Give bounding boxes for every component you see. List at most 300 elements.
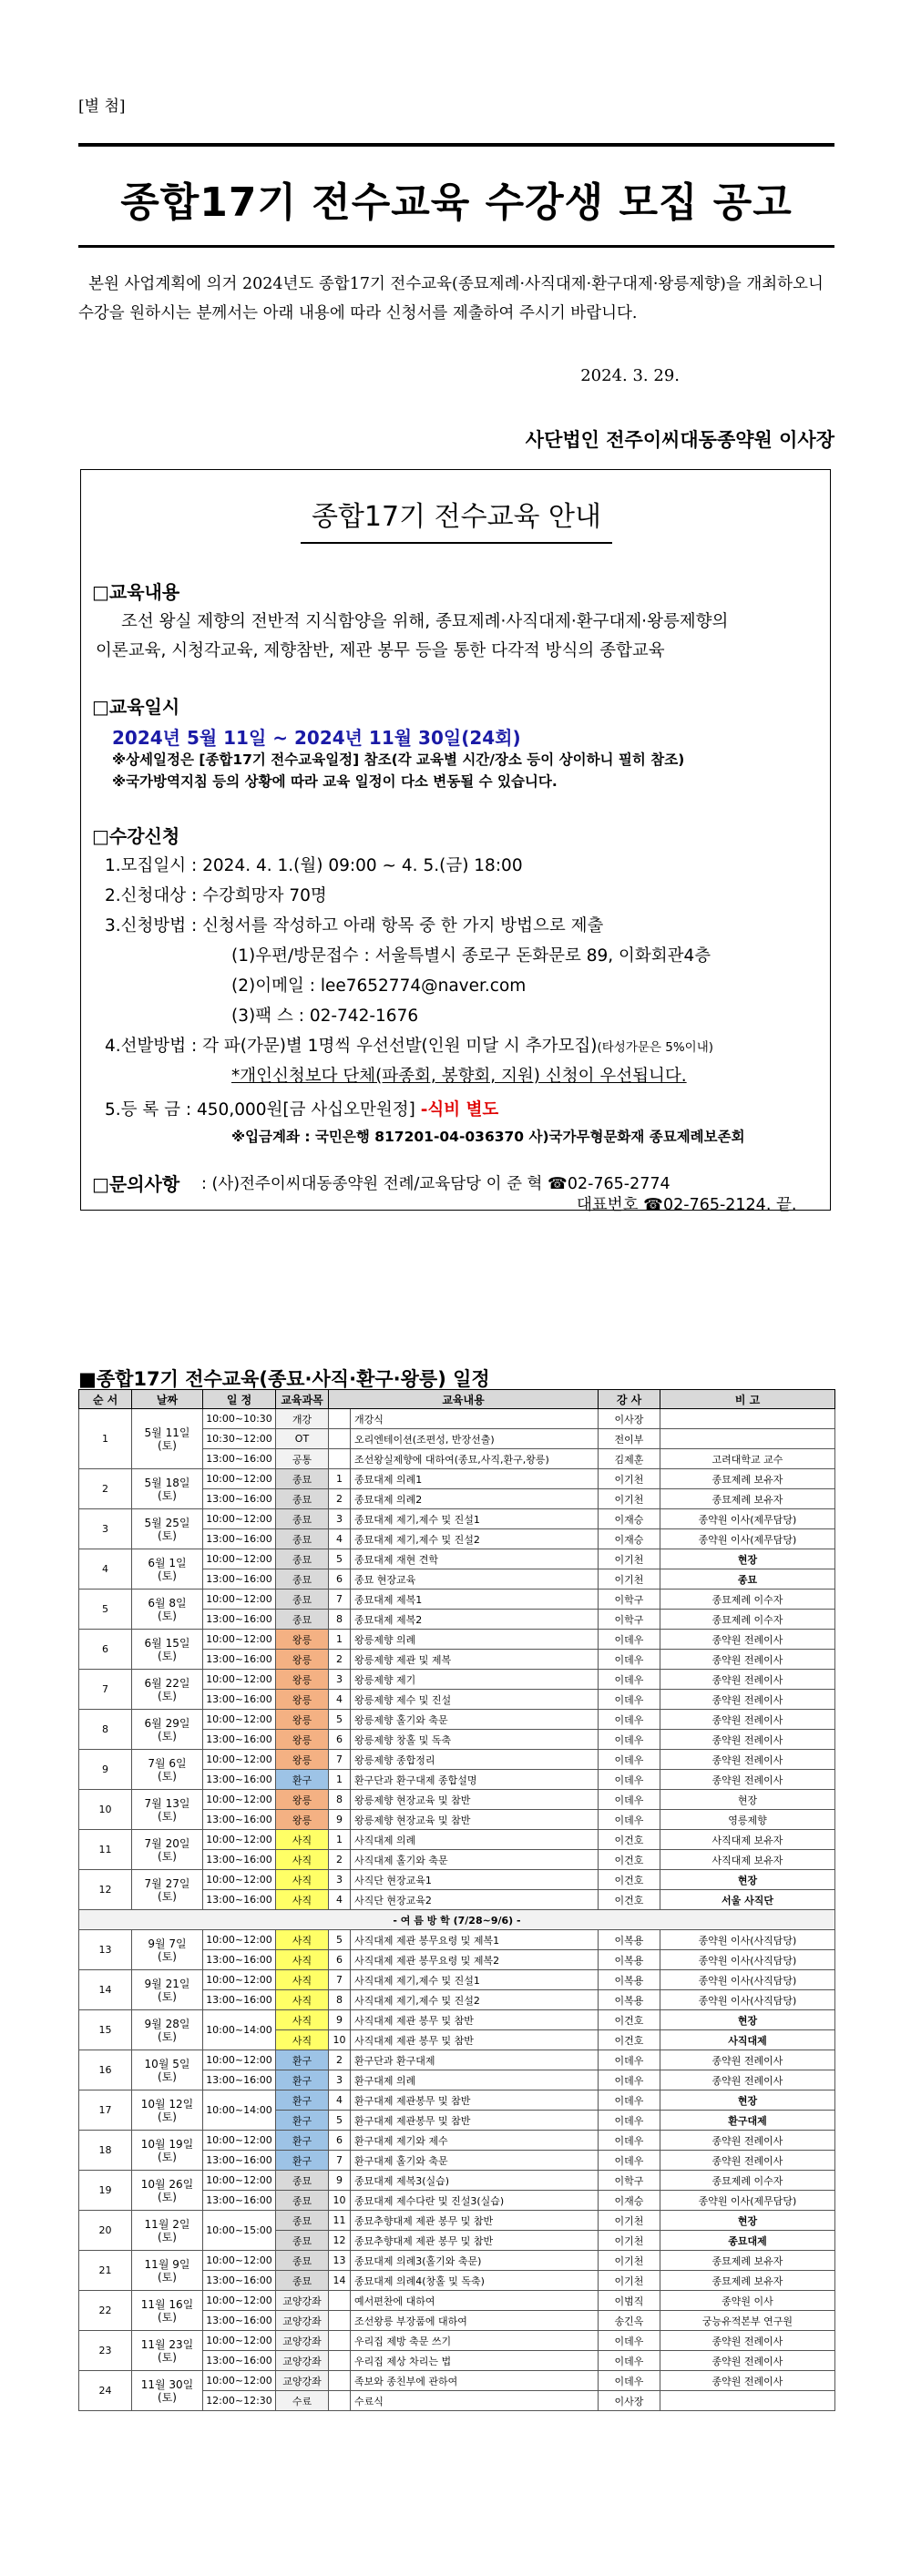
header-no: 순 서 xyxy=(79,1390,132,1409)
lecturer: 이학구 xyxy=(599,1590,660,1610)
subject-cell: 종묘 xyxy=(276,2231,329,2251)
note xyxy=(660,1409,835,1429)
lesson-content: 왕릉제향 제수 및 진설 xyxy=(351,1690,599,1710)
note xyxy=(660,2391,835,2411)
subject-cell: 왕릉 xyxy=(276,1750,329,1770)
session-day-text: (토) xyxy=(158,2270,177,2284)
session-date xyxy=(132,2211,203,2251)
lesson-content: 조선왕릉 부장품에 대하여 xyxy=(351,2311,599,2331)
session-date xyxy=(132,2131,203,2171)
lecturer: 이데우 xyxy=(599,1630,660,1650)
session-date xyxy=(132,1750,203,1790)
lesson-number: 8 xyxy=(329,1610,351,1630)
lesson-content: 사직대제 홀기와 축문 xyxy=(351,1850,599,1870)
lecturer: 이복용 xyxy=(599,1930,660,1950)
subject-cell: 교양강좌 xyxy=(276,2291,329,2311)
note: 종묘제례 보유자 xyxy=(660,2271,835,2291)
summer-break-row xyxy=(79,1910,835,1930)
subject-cell: 사직 xyxy=(276,1930,329,1950)
subject-cell: 왕릉 xyxy=(276,1810,329,1830)
subject-cell: 환구 xyxy=(276,2111,329,2131)
session-date-text: 5월 18일 xyxy=(144,1476,190,1489)
note: 고려대학교 교수 xyxy=(660,1449,835,1469)
subject-cell: 사직 xyxy=(276,1990,329,2010)
table-row xyxy=(79,1509,835,1529)
session-date xyxy=(132,2291,203,2331)
subject-cell: 환구 xyxy=(276,2131,329,2151)
note: 종묘제례 보유자 xyxy=(660,1489,835,1509)
lesson-content: 환구단과 환구대제 xyxy=(351,2050,599,2070)
session-time: 10:00~12:00 xyxy=(203,2251,276,2271)
lesson-number xyxy=(329,2291,351,2311)
lesson-number: 6 xyxy=(329,2131,351,2151)
session-date xyxy=(132,1930,203,1970)
table-row xyxy=(79,2131,835,2151)
table-row xyxy=(79,1469,835,1489)
lesson-content: 사직대제 제관 봉무요령 및 제복1 xyxy=(351,1930,599,1950)
note: 현장 xyxy=(660,2211,835,2231)
session-time: 12:00~12:30 xyxy=(203,2391,276,2411)
session-day-text: (토) xyxy=(158,2029,177,2043)
session-day-text: (토) xyxy=(158,1849,177,1863)
session-date xyxy=(132,1469,203,1509)
lesson-number: 9 xyxy=(329,2010,351,2030)
lecturer: 이재승 xyxy=(599,1509,660,1529)
lesson-content: 왕릉제향 종합정리 xyxy=(351,1750,599,1770)
session-number: 5 xyxy=(79,1590,132,1630)
session-time: 10:00~10:30 xyxy=(203,1409,276,1429)
lecturer: 이기천 xyxy=(599,2211,660,2231)
content-line-2: 이론교육, 시청각교육, 제향참반, 제관 봉무 등을 통한 다각적 방식의 종합교육 xyxy=(96,641,665,660)
lesson-number: 9 xyxy=(329,2171,351,2191)
header-note: 비 고 xyxy=(660,1390,835,1409)
subject-cell: 종묘 xyxy=(276,2191,329,2211)
session-time: 13:00~16:00 xyxy=(203,2070,276,2090)
session-time: 10:00~12:00 xyxy=(203,1750,276,1770)
session-date-text: 10월 26일 xyxy=(140,2177,194,2191)
lesson-content: 종묘대제 제복2 xyxy=(351,1610,599,1630)
lesson-content: 왕릉제향 홀기와 축문 xyxy=(351,1710,599,1730)
lesson-number: 7 xyxy=(329,1750,351,1770)
lesson-content: 오리엔테이션(조편성, 반장선출) xyxy=(351,1429,599,1449)
lecturer: 이복용 xyxy=(599,1970,660,1990)
lecturer: 이기천 xyxy=(599,1569,660,1590)
session-date xyxy=(132,1870,203,1910)
session-date xyxy=(132,2090,203,2131)
lecturer: 이데우 xyxy=(599,1690,660,1710)
session-time: 10:30~12:00 xyxy=(203,1429,276,1449)
session-number: 14 xyxy=(79,1970,132,2010)
period-heading: □교육일시 xyxy=(92,696,180,718)
session-time: 10:00~14:00 xyxy=(203,2010,276,2050)
apply-heading: □수강신청 xyxy=(92,825,180,847)
lecturer: 이데우 xyxy=(599,2151,660,2171)
subject-cell: 사직 xyxy=(276,2010,329,2030)
note: 종약원 전례이사 xyxy=(660,2331,835,2351)
note: 현장 xyxy=(660,2010,835,2030)
session-time: 10:00~12:00 xyxy=(203,2131,276,2151)
lecturer: 이데우 xyxy=(599,1750,660,1770)
lesson-number: 6 xyxy=(329,1950,351,1970)
lesson-number: 4 xyxy=(329,2090,351,2111)
note: 종묘제례 이수자 xyxy=(660,1590,835,1610)
intro-paragraph xyxy=(78,270,834,328)
header-date: 날짜 xyxy=(132,1390,203,1409)
lecturer: 이건호 xyxy=(599,1890,660,1910)
lesson-content: 사직단 현장교육2 xyxy=(351,1890,599,1910)
session-date xyxy=(132,1630,203,1670)
session-date-text: 6월 15일 xyxy=(144,1636,190,1650)
lesson-number: 4 xyxy=(329,1890,351,1910)
lecturer: 이건호 xyxy=(599,1830,660,1850)
lesson-number: 7 xyxy=(329,1970,351,1990)
lecturer: 이기천 xyxy=(599,2271,660,2291)
session-date-text: 5월 25일 xyxy=(144,1516,190,1529)
session-number: 18 xyxy=(79,2131,132,2171)
session-day-text: (토) xyxy=(158,1769,177,1783)
lecturer: 이기천 xyxy=(599,2231,660,2251)
lesson-number: 5 xyxy=(329,1710,351,1730)
table-row xyxy=(79,2171,835,2191)
lesson-content: 종묘대제 제기,제수 및 진설1 xyxy=(351,1509,599,1529)
lecturer: 이데우 xyxy=(599,1810,660,1830)
lecturer: 이데우 xyxy=(599,1770,660,1790)
table-row xyxy=(79,1549,835,1569)
table-row xyxy=(79,2010,835,2030)
document-title: 종합17기 전수교육 수강생 모집 공고 xyxy=(120,179,793,226)
session-date-text: 6월 1일 xyxy=(148,1556,187,1569)
note: 사직대제 보유자 xyxy=(660,1830,835,1850)
lesson-number: 1 xyxy=(329,1630,351,1650)
note: 종약원 이사(제무담당) xyxy=(660,1509,835,1529)
session-day-text: (토) xyxy=(158,2190,177,2203)
lesson-content: 환구대제 홀기와 축문 xyxy=(351,2151,599,2171)
subject-cell: 왕릉 xyxy=(276,1690,329,1710)
subject-cell: 사직 xyxy=(276,1870,329,1890)
lesson-content: 종묘추향대제 제관 봉무 및 참반 xyxy=(351,2231,599,2251)
session-date xyxy=(132,2331,203,2371)
subject-cell: 교양강좌 xyxy=(276,2311,329,2331)
table-row xyxy=(79,1790,835,1810)
session-number: 17 xyxy=(79,2090,132,2131)
session-day-text: (토) xyxy=(158,1609,177,1622)
apply-item-5 xyxy=(105,1097,498,1120)
session-time: 10:00~12:00 xyxy=(203,1830,276,1850)
session-date-text: 11월 23일 xyxy=(140,2337,194,2351)
note: 종묘제례 이수자 xyxy=(660,2171,835,2191)
table-row xyxy=(79,2211,835,2231)
note: 서울 사직단 xyxy=(660,1890,835,1910)
session-day-text: (토) xyxy=(158,1689,177,1702)
subject-cell: 종묘 xyxy=(276,1469,329,1489)
subject-cell: 종묘 xyxy=(276,1610,329,1630)
session-time: 13:00~16:00 xyxy=(203,1810,276,1830)
lesson-number: 14 xyxy=(329,2271,351,2291)
session-day-text: (토) xyxy=(158,1949,177,1963)
session-date xyxy=(132,1549,203,1590)
lesson-number xyxy=(329,2331,351,2351)
session-date-text: 6월 8일 xyxy=(148,1596,187,1610)
lecturer: 이건호 xyxy=(599,2010,660,2030)
lesson-content: 종묘대제 의례3(홀기와 축문) xyxy=(351,2251,599,2271)
session-time: 10:00~12:00 xyxy=(203,2371,276,2391)
session-time: 10:00~12:00 xyxy=(203,1790,276,1810)
lesson-number: 8 xyxy=(329,1790,351,1810)
session-time: 13:00~16:00 xyxy=(203,1449,276,1469)
apply-item-1: 1.모집일시 : 2024. 4. 1.(월) 09:00 ~ 4. 5.(금) 18:00 xyxy=(105,856,523,875)
subject-cell: 환구 xyxy=(276,1770,329,1790)
apply-item-3b: (2)이메일 : lee7652774@naver.com xyxy=(231,976,527,996)
table-row xyxy=(79,2371,835,2391)
lesson-number: 4 xyxy=(329,1529,351,1549)
session-day-text: (토) xyxy=(158,2150,177,2163)
lecturer: 이범직 xyxy=(599,2291,660,2311)
note: 종묘제례 이수자 xyxy=(660,1610,835,1630)
lecturer: 전이부 xyxy=(599,1429,660,1449)
lesson-number xyxy=(329,2391,351,2411)
session-time: 13:00~16:00 xyxy=(203,2191,276,2211)
note: 종약원 전례이사 xyxy=(660,2351,835,2371)
subject-cell: OT xyxy=(276,1429,329,1449)
lesson-content: 왕릉제향 제관 및 제복 xyxy=(351,1650,599,1670)
table-row xyxy=(79,1830,835,1850)
note: 궁능유적본부 연구원 xyxy=(660,2311,835,2331)
lesson-content: 종묘대제 제기,제수 및 진설2 xyxy=(351,1529,599,1549)
header-content: 교육내용 xyxy=(329,1390,599,1409)
subject-cell: 종묘 xyxy=(276,2271,329,2291)
session-date xyxy=(132,2251,203,2291)
lesson-content: 사직대제 제기,제수 및 진설2 xyxy=(351,1990,599,2010)
subject-cell: 종묘 xyxy=(276,1489,329,1509)
note: 사직대제 xyxy=(660,2030,835,2050)
subject-cell: 환구 xyxy=(276,2151,329,2171)
subject-cell: 환구 xyxy=(276,2050,329,2070)
note: 현장 xyxy=(660,1870,835,1890)
header-time: 일 정 xyxy=(203,1390,276,1409)
session-number: 16 xyxy=(79,2050,132,2090)
lecturer: 이기천 xyxy=(599,2251,660,2271)
schedule-header-row xyxy=(79,1390,835,1409)
lecturer: 이데우 xyxy=(599,2351,660,2371)
lesson-number xyxy=(329,1409,351,1429)
session-day-text: (토) xyxy=(158,1989,177,2003)
session-day-text: (토) xyxy=(158,1889,177,1903)
lesson-number: 10 xyxy=(329,2191,351,2211)
lesson-number: 9 xyxy=(329,1810,351,1830)
lecturer: 이데우 xyxy=(599,2371,660,2391)
lesson-content: 종묘대제 의례1 xyxy=(351,1469,599,1489)
subject-cell: 교양강좌 xyxy=(276,2371,329,2391)
note: 종약원 이사(사직담당) xyxy=(660,1930,835,1950)
lesson-number: 7 xyxy=(329,1590,351,1610)
subject-cell: 사직 xyxy=(276,1890,329,1910)
lesson-content: 환구대제 제관봉무 및 참반 xyxy=(351,2111,599,2131)
session-date-text: 7월 6일 xyxy=(148,1756,187,1770)
session-number: 7 xyxy=(79,1670,132,1710)
meal-cost-note: -식비 별도 xyxy=(420,1100,499,1119)
lesson-content: 종묘대제 제복1 xyxy=(351,1590,599,1610)
session-date xyxy=(132,2371,203,2411)
lesson-content: 종묘추향대제 제관 봉무 및 참반 xyxy=(351,2211,599,2231)
content-line-1: 조선 왕실 제향의 전반적 지식함양을 위해, 종묘제례·사직대제·환구대제·왕릉제향의 xyxy=(121,612,729,631)
notice-title xyxy=(81,494,832,534)
note: 종약원 전례이사 xyxy=(660,1750,835,1770)
lesson-content: 왕릉제향 의례 xyxy=(351,1630,599,1650)
lesson-number xyxy=(329,1429,351,1449)
subject-cell: 종묘 xyxy=(276,1549,329,1569)
table-row xyxy=(79,1670,835,1690)
session-time: 10:00~14:00 xyxy=(203,2090,276,2131)
session-date-text: 11월 30일 xyxy=(140,2377,194,2391)
session-day-text: (토) xyxy=(158,2310,177,2324)
session-date xyxy=(132,2050,203,2090)
lesson-content: 환구대제 의례 xyxy=(351,2070,599,2090)
session-date xyxy=(132,1830,203,1870)
lecturer: 송긴옥 xyxy=(599,2311,660,2331)
session-day-text: (토) xyxy=(158,2390,177,2404)
table-row xyxy=(79,1930,835,1950)
session-day-text: (토) xyxy=(158,1528,177,1542)
apply-item-4 xyxy=(105,1033,713,1057)
lecturer: 이복용 xyxy=(599,1990,660,2010)
session-date-text: 7월 20일 xyxy=(144,1836,190,1850)
apply-item-5-main: 5.등 록 금 : 450,000원[금 사십오만원정] xyxy=(105,1100,415,1119)
note: 현장 xyxy=(660,1549,835,1569)
content-heading: □교육내용 xyxy=(92,581,180,603)
contact-heading: □문의사항 xyxy=(92,1173,180,1195)
subject-cell: 환구 xyxy=(276,2070,329,2090)
table-row xyxy=(79,1590,835,1610)
session-time: 10:00~12:00 xyxy=(203,2331,276,2351)
session-number: 9 xyxy=(79,1750,132,1790)
lecturer: 이기천 xyxy=(599,1469,660,1489)
session-time: 13:00~16:00 xyxy=(203,1950,276,1970)
session-number: 4 xyxy=(79,1549,132,1590)
lesson-content: 종묘대제 의례4(창홀 및 독축) xyxy=(351,2271,599,2291)
lesson-number: 3 xyxy=(329,1870,351,1890)
subject-cell: 개강 xyxy=(276,1409,329,1429)
session-date xyxy=(132,2171,203,2211)
period-text: 2024년 5월 11일 ~ 2024년 11월 30일(24회) xyxy=(112,727,521,749)
note: 사직대제 보유자 xyxy=(660,1850,835,1870)
session-number: 3 xyxy=(79,1509,132,1549)
apply-item-3c: (3)팩 스 : 02-742-1676 xyxy=(231,1007,419,1026)
subject-cell: 환구 xyxy=(276,2090,329,2111)
subject-cell: 왕릉 xyxy=(276,1670,329,1690)
session-date-text: 10월 12일 xyxy=(140,2097,194,2111)
session-date-text: 7월 27일 xyxy=(144,1876,190,1890)
lesson-content: 종묘대제 재현 견학 xyxy=(351,1549,599,1569)
note: 현장 xyxy=(660,1790,835,1810)
note: 종약원 이사(사직담당) xyxy=(660,1970,835,1990)
session-date-text: 5월 11일 xyxy=(144,1426,190,1439)
session-time: 13:00~16:00 xyxy=(203,2151,276,2171)
session-date-text: 11월 16일 xyxy=(140,2297,194,2311)
contact-line-2: 대표번호 ☎02-765-2124. 끝. xyxy=(577,1196,797,1214)
summer-break: - 여 름 방 학 (7/28~9/6) - xyxy=(79,1910,835,1930)
session-time: 10:00~12:00 xyxy=(203,2171,276,2191)
session-time: 10:00~12:00 xyxy=(203,1970,276,1990)
session-day-text: (토) xyxy=(158,2350,177,2364)
intro-text: 본원 사업계획에 의거 2024년도 종합17기 전수교육(종묘제례·사직대제·환구대제·왕릉제향)을 개최하오니 수강을 원하시는 분께서는 아래 내용에 따라 신청서를 제출하여 주시기 바랍니다. xyxy=(78,275,824,322)
session-date xyxy=(132,1710,203,1750)
lecturer: 이데우 xyxy=(599,2131,660,2151)
bank-account: ※입금계좌 : 국민은행 817201-04-036370 사)국가무형문화재 종묘제례보존회 xyxy=(231,1129,745,1145)
subject-cell: 왕릉 xyxy=(276,1630,329,1650)
lecturer: 이기천 xyxy=(599,1489,660,1509)
lecturer: 이데우 xyxy=(599,1650,660,1670)
note: 종약원 전례이사 xyxy=(660,2050,835,2070)
note: 종약원 전례이사 xyxy=(660,1710,835,1730)
session-time: 10:00~12:00 xyxy=(203,1930,276,1950)
session-date-text: 11월 2일 xyxy=(144,2217,190,2231)
note: 종묘제례 보유자 xyxy=(660,1469,835,1489)
lesson-content: 사직단 현장교육1 xyxy=(351,1870,599,1890)
session-time: 13:00~16:00 xyxy=(203,1850,276,1870)
lesson-number: 1 xyxy=(329,1770,351,1790)
subject-cell: 종묘 xyxy=(276,2211,329,2231)
subject-cell: 사직 xyxy=(276,2030,329,2050)
lecturer: 이데우 xyxy=(599,2090,660,2111)
session-number: 24 xyxy=(79,2371,132,2411)
header-lecturer: 강 사 xyxy=(599,1390,660,1409)
table-row xyxy=(79,1409,835,1429)
lecturer: 이데우 xyxy=(599,1670,660,1690)
lecturer: 이학구 xyxy=(599,2171,660,2191)
lesson-number: 7 xyxy=(329,2151,351,2171)
session-number: 12 xyxy=(79,1870,132,1910)
lesson-content: 왕릉제향 현장교육 및 참반 xyxy=(351,1790,599,1810)
lesson-content: 사직대제 제관 봉무 및 참반 xyxy=(351,2030,599,2050)
lesson-number xyxy=(329,2311,351,2331)
lesson-number: 6 xyxy=(329,1569,351,1590)
lesson-content: 환구대제 제기와 제수 xyxy=(351,2131,599,2151)
session-time: 10:00~12:00 xyxy=(203,1590,276,1610)
table-row xyxy=(79,1970,835,1990)
lesson-content: 우리집 제상 차리는 법 xyxy=(351,2351,599,2371)
notice-box xyxy=(80,469,831,1214)
session-time: 13:00~16:00 xyxy=(203,1529,276,1549)
schedule-title: ■종합17기 전수교육(종묘·사직·환구·왕릉) 일정 xyxy=(78,1368,490,1390)
lesson-number: 12 xyxy=(329,2231,351,2251)
org-signature: 사단법인 전주이씨대동종약원 이사장 xyxy=(525,429,834,451)
lecturer: 이재승 xyxy=(599,2191,660,2211)
lesson-number xyxy=(329,1449,351,1469)
session-day-text: (토) xyxy=(158,1488,177,1502)
session-day-text: (토) xyxy=(158,1649,177,1662)
session-time: 10:00~12:00 xyxy=(203,2050,276,2070)
note: 영릉제향 xyxy=(660,1810,835,1830)
note: 종약원 이사(제무담당) xyxy=(660,1529,835,1549)
title-bottom-rule xyxy=(78,245,834,248)
note: 현장 xyxy=(660,2090,835,2111)
subject-cell: 왕릉 xyxy=(276,1710,329,1730)
note: 종약원 전례이사 xyxy=(660,2070,835,2090)
lecturer: 이데우 xyxy=(599,1730,660,1750)
session-time: 10:00~12:00 xyxy=(203,1670,276,1690)
lesson-number: 5 xyxy=(329,2111,351,2131)
lesson-number xyxy=(329,2371,351,2391)
header-subject: 교육과목 xyxy=(276,1390,329,1409)
session-date-text: 9월 21일 xyxy=(144,1977,190,1990)
session-number: 11 xyxy=(79,1830,132,1870)
session-date xyxy=(132,1590,203,1630)
subject-cell: 종묘 xyxy=(276,1529,329,1549)
schedule-body xyxy=(79,1409,835,2411)
schedule-table xyxy=(78,1389,835,2411)
apply-item-3: 3.신청방법 : 신청서를 작성하고 아래 항목 중 한 가지 방법으로 제출 xyxy=(105,916,604,935)
session-number: 21 xyxy=(79,2251,132,2291)
